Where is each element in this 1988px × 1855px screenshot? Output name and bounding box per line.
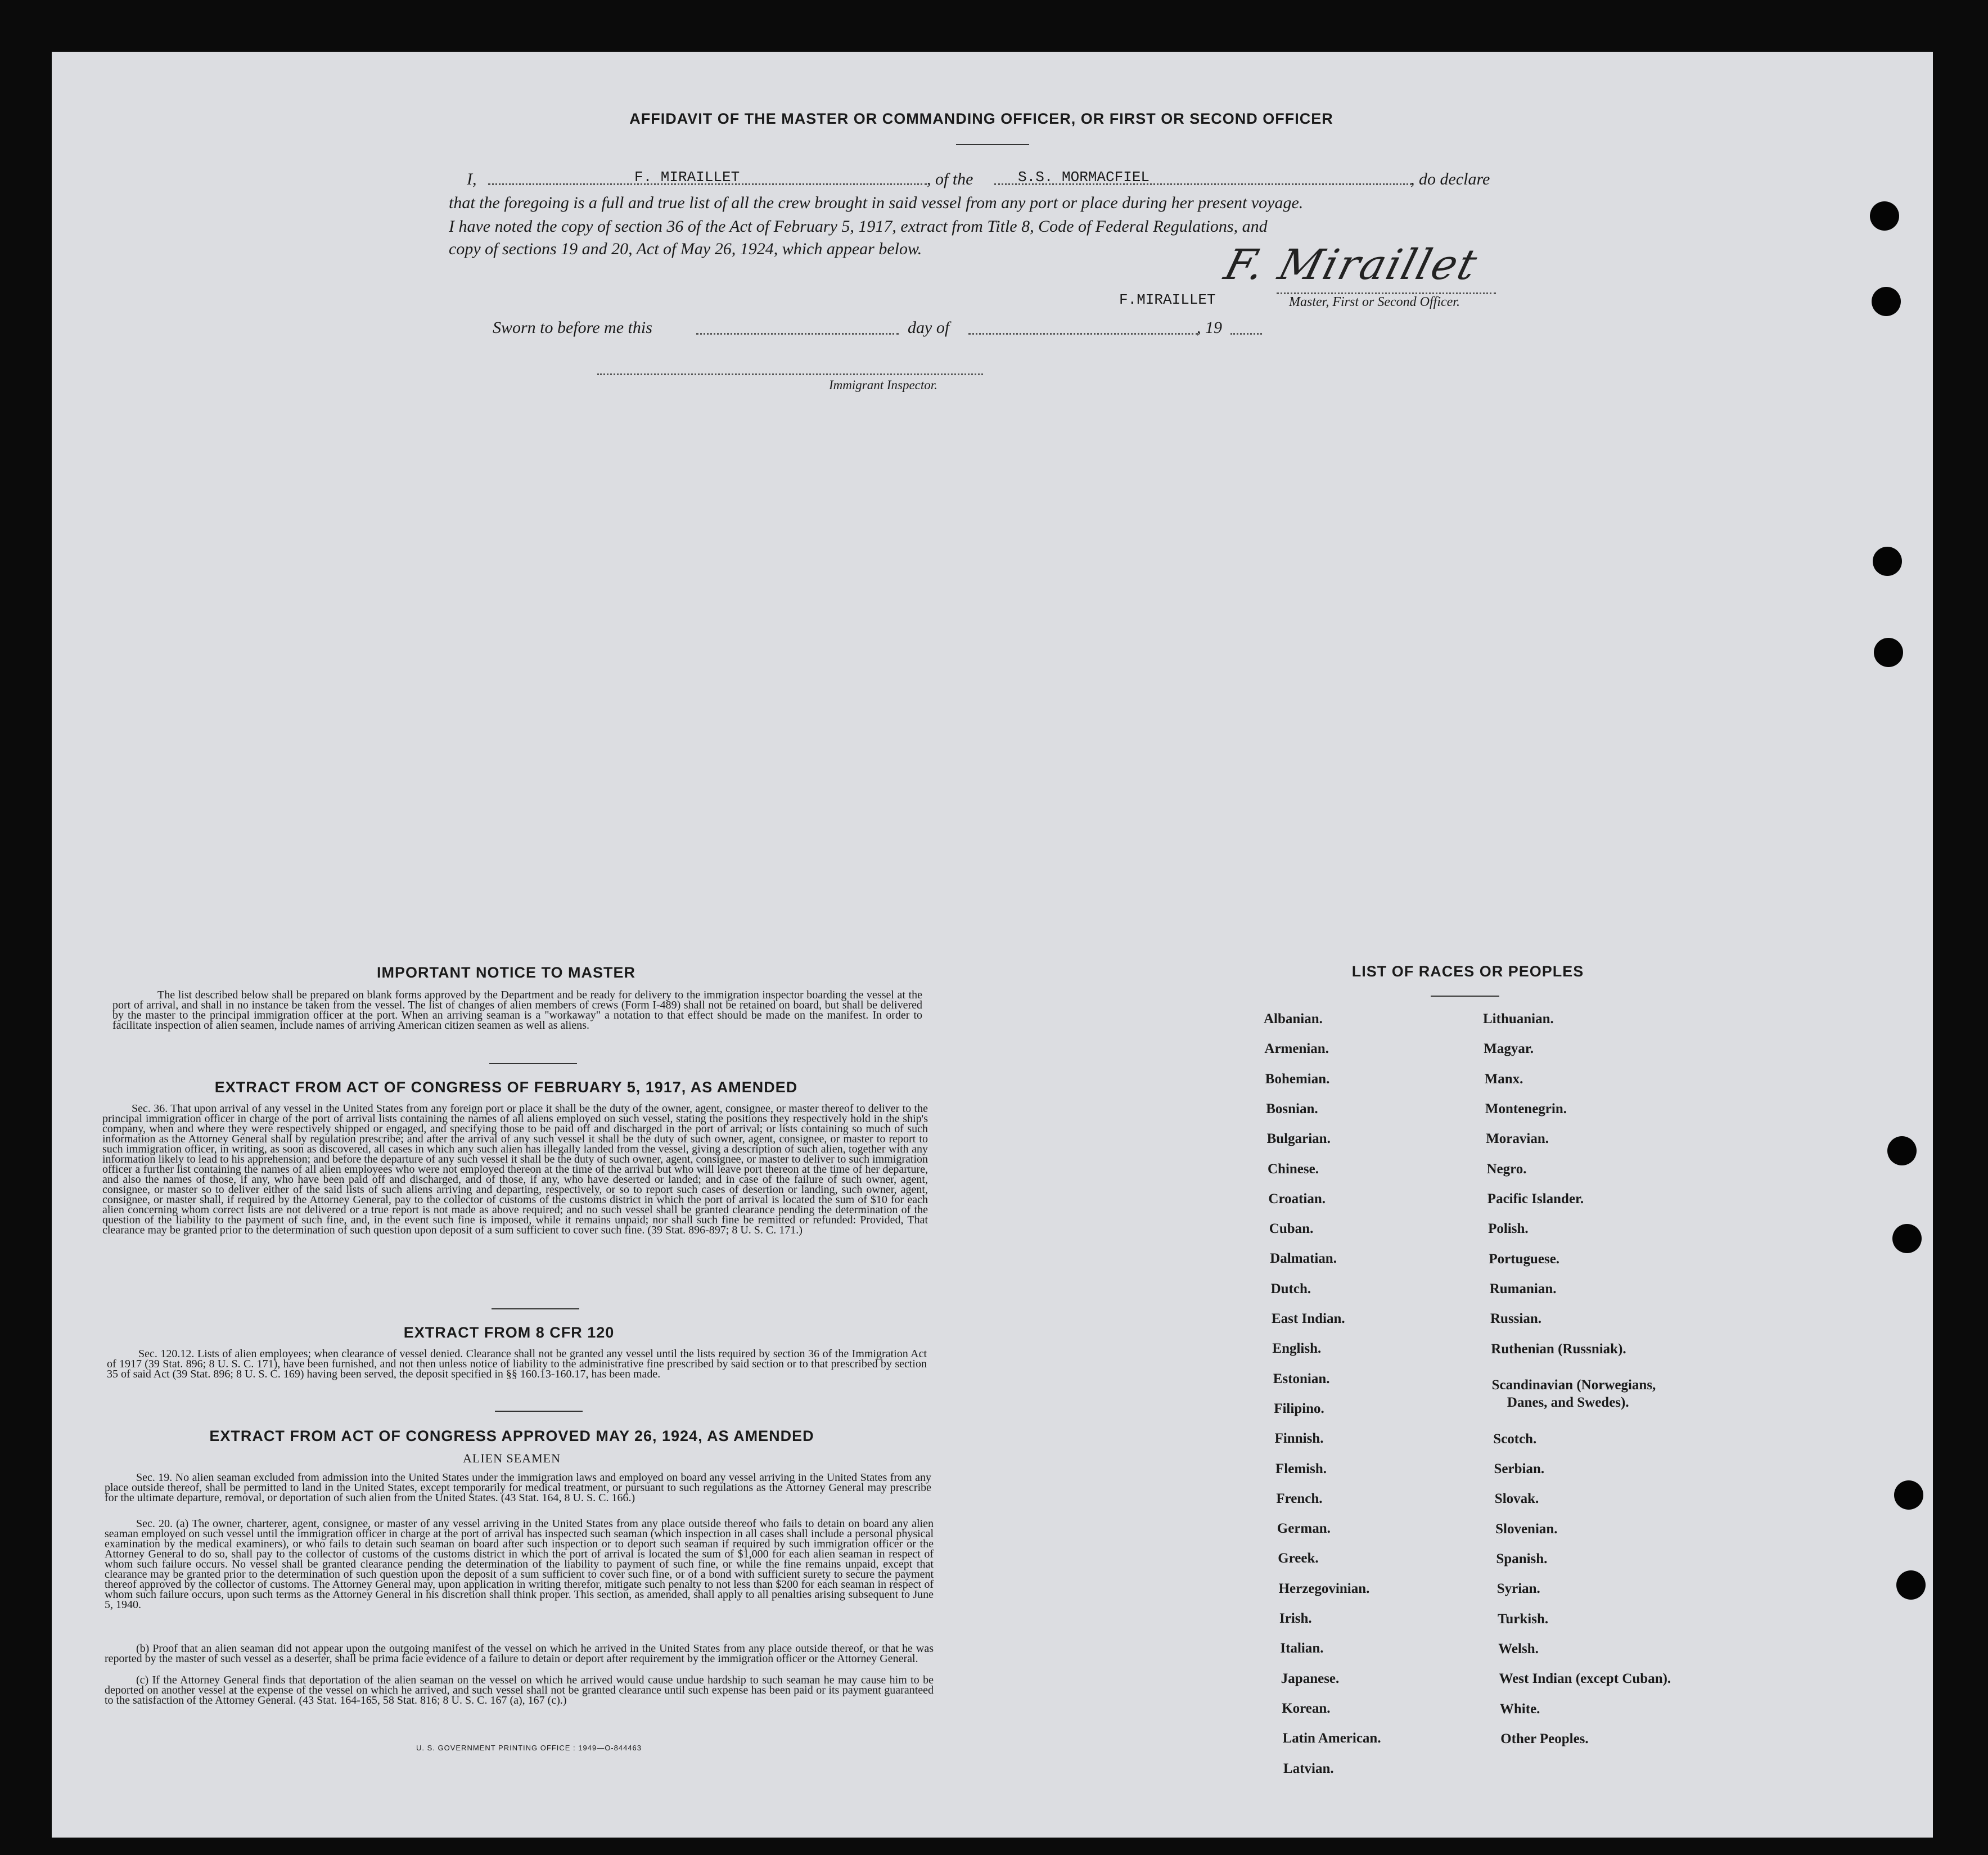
extract-cfr-body: Sec. 120.12. Lists of alien employees; when clearance of vessel denied. Clearance shall not be granted any vessel until the lists required by section 36 of the Immigration Act of 1917 (39 Stat. 896; 8 U. S. C. 171), have been furnished, and not then unless notice of liability to the administrative fine prescribed by said section or to that prescribed by section 35 of said Act (39 Stat. 896; 8 U. S. C. 169) having been served, the deposit specified in §§ 160.13-160.17, has been made. [107, 1348, 927, 1380]
race-right-item: Scotch. [1493, 1431, 1537, 1447]
race-right-item: Rumanian. [1489, 1281, 1557, 1296]
master-name: F. MIRAILLET [634, 169, 740, 186]
divider-1 [489, 1063, 577, 1064]
race-right-item: Negro. [1486, 1161, 1527, 1177]
affidavit-title: AFFIDAVIT OF THE MASTER OR COMMANDING OFFICER, OR FIRST OR SECOND OFFICER [629, 110, 1333, 127]
notice-title: IMPORTANT NOTICE TO MASTER [377, 964, 635, 981]
race-right-item: Slovak. [1494, 1491, 1539, 1506]
alien-seamen-subtitle: ALIEN SEAMEN [463, 1451, 561, 1465]
punch-hole-4 [1874, 638, 1903, 667]
of-the-label: , of the [927, 170, 973, 188]
punch-hole-5 [1887, 1136, 1917, 1165]
race-left-item: Herzegovinian. [1278, 1581, 1370, 1596]
race-left-item: Greek. [1278, 1551, 1319, 1566]
race-right-item: Serbian. [1494, 1461, 1545, 1476]
declaration-line-4: copy of sections 19 and 20, Act of May 26, 1924, which appear below. [449, 240, 922, 258]
extract-1917-body: Sec. 36. That upon arrival of any vessel in the United States from any foreign port or place it shall be the duty of the owner, agent, consignee, or master thereof to deliver to the principal immigration officer in charge of the port of arrival lists containing the names of all aliens employed on such vessel, stating the positions they respectively hold in the ship's company, when and where they were respectively shipped or engaged, and specifying those to be paid off and discharged in the port of arrival; or lists containing so much of such information as the Attorney General shall by regulation prescribe; and after the arrival of any such vessel it shall be the duty of such owner, agent, consignee, or master to report to such immigration officer, in writing, as soon as discovered, all cases in which any such alien has illegally landed from the vessel, giving a description of such alien, together with any information likely to lead to his apprehension; and before the departure of any such vessel it shall be the duty of such owner, agent, consignee, or master to deliver to such immigration officer a further list containing the names of all alien employees who were not employed thereon at the time of the arrival but who will leave port thereon at the time of her departure, and also the names of those, if any, who have been paid off and discharged, and of those, if any, who have deserted or landed; and in case of the failure of such owner, agent, consignee, or master so to deliver either of the said lists of such aliens arriving and departing, respectively, or so to report such cases of desertion or landing, such owner, agent, consignee, or master shall, if required by the Attorney General, pay to the collector of customs of the customs district in which the port of arrival is located the sum of $10 for each alien concerning whom correct lists are not delivered or a true report is not made as above required; and no such vessel shall be granted clearance pending the determination of the question of the liability to the payment of such fine, and, in the event such fine is imposed, while it remains unpaid; nor shall such fine be remitted or refunded: Provided, That clearance may be granted prior to the determination of such question upon deposit of a sum sufficient to cover such fine. (39 Stat. 896-897; 8 U. S. C. 171.) [102, 1102, 928, 1236]
punch-hole-7 [1894, 1480, 1923, 1510]
race-right-item: Polish. [1488, 1221, 1529, 1236]
race-left-item: German. [1277, 1521, 1331, 1537]
race-right-item: Scandinavian (Norwegians, [1491, 1377, 1656, 1393]
vessel-name: S.S. MORMACFIEL [1018, 169, 1150, 186]
typed-master-name: F.MIRAILLET [1119, 291, 1216, 308]
race-right-item: Manx. [1484, 1071, 1523, 1087]
punch-hole-2 [1872, 287, 1901, 316]
race-left-item: Korean. [1282, 1700, 1331, 1716]
race-right-item: Slovenian. [1495, 1521, 1558, 1537]
punch-hole-3 [1873, 547, 1902, 576]
notice-body: The list described below shall be prepared on blank forms approved by the Department and be ready for delivery to the immigration inspector boarding the vessel at the port of arrival, and shall in no instance be taken from the vessel. The list of changes of alien members of crews (Form I-489) shall not be retained on board, but shall be delivered by the master to the principal immigration officer at the port. When an arriving seaman is a "workaway" a notation to that effect should be made on the manifest. In order to facilitate inspection of alien seamen, include names of arriving American citizen seamen as well as aliens. [112, 989, 922, 1032]
race-left-item: French. [1276, 1491, 1323, 1506]
punch-hole-6 [1892, 1224, 1922, 1253]
master-signature: F. Miraillet [1219, 241, 1484, 289]
race-right-item: Other Peoples. [1500, 1731, 1589, 1746]
race-right-item: Montenegrin. [1485, 1101, 1567, 1116]
declaration-line-3: I have noted the copy of section 36 of the Act of February 5, 1917, extract from Title 8, Code of Federal Regulations, and [449, 217, 1268, 236]
sworn-month-line [968, 333, 1198, 335]
declarant-pronoun: I, [467, 170, 477, 188]
race-left-item: Bulgarian. [1266, 1131, 1331, 1147]
punch-hole-8 [1896, 1570, 1926, 1600]
race-left-item: Flemish. [1275, 1461, 1327, 1476]
race-left-item: English. [1272, 1341, 1322, 1357]
printer-imprint: U. S. GOVERNMENT PRINTING OFFICE : 1949—O-844463 [416, 1744, 642, 1752]
sec-20a-text: Sec. 20. (a) The owner, charterer, agent, consignee, or master of any vessel arriving in the United States from any place outside thereof who fails to detain on board any alien seaman employed on such vessel until the immigration officer in charge at the port of arrival has inspected such seaman (which inspection in all cases shall include a personal physical examination by the medical examiners), or who fails to detain such seaman on board after such inspection or to deport such seaman if required by such immigration officer or the Attorney General to do so, shall pay to the collector of customs of the customs district in which the port of arrival is located the sum of $1,000 for each alien seaman in respect of whom such failure occurs. No vessel shall be granted clearance pending the determination of the liability to payment of such fine, or while the fine remains unpaid, except that clearance may be granted prior to the determination of such question upon the deposit of a sum sufficient to cover such fine, or of a bond with sufficient surety to secure the payment thereof approved by the collector of customs. The Attorney General may, upon application in writing therefor, mitigate such penalty to not less than $200 for each seaman in respect of whom such failure occurs, upon such terms as the Attorney General in his discretion shall think proper. This section, as amended, shall apply to all penalties arising subsequent to June 5, 1940. [105, 1518, 934, 1611]
inspector-label: Immigrant Inspector. [829, 378, 937, 392]
race-left-item: Dutch. [1270, 1281, 1311, 1296]
race-left-item: Cuban. [1269, 1221, 1314, 1237]
race-left-item: Latin American. [1282, 1731, 1381, 1746]
divider-3 [495, 1411, 583, 1412]
declaration-line-2: that the foregoing is a full and true list of all the crew brought in said vessel from any port or place during her present voyage. [449, 193, 1304, 212]
race-right-item: Pacific Islander. [1487, 1191, 1584, 1206]
race-right-item: Welsh. [1498, 1641, 1539, 1656]
race-left-item: Albanian. [1264, 1011, 1323, 1026]
race-right-item: Portuguese. [1489, 1251, 1560, 1267]
race-left-item: Filipino. [1274, 1401, 1324, 1416]
title-underline [956, 144, 1029, 145]
race-left-item: Bosnian. [1266, 1101, 1318, 1116]
punch-hole-1 [1870, 201, 1899, 231]
race-left-item: Estonian. [1273, 1371, 1330, 1386]
sworn-label: Sworn to before me this [493, 318, 652, 337]
race-right-item: White. [1499, 1701, 1540, 1717]
race-right-item: Danes, and Swedes). [1507, 1395, 1629, 1410]
races-title: LIST OF RACES OR PEOPLES [1351, 963, 1584, 980]
race-right-item: West Indian (except Cuban). [1499, 1671, 1671, 1686]
race-right-item: Russian. [1490, 1311, 1542, 1326]
race-left-item: Finnish. [1274, 1431, 1324, 1447]
year-line [1230, 333, 1262, 335]
extract-cfr-title: EXTRACT FROM 8 CFR 120 [403, 1324, 615, 1341]
inspector-signature-line [597, 373, 983, 375]
sec-20c-text: (c) If the Attorney General finds that deportation of the alien seaman on the vessel on which he arrived would cause undue hardship to such seaman he may cause him to be deported on another vessel at the expense of the vessel on which he arrived, and such vessel shall not be granted clearance until such expense has been paid or its payment guaranteed to the satisfaction of the Attorney General. (43 Stat. 164-165, 58 Stat. 816; 8 U. S. C. 167 (a), 167 (c).) [105, 1674, 934, 1707]
race-left-item: Irish. [1279, 1611, 1312, 1626]
race-left-item: Croatian. [1268, 1191, 1326, 1206]
race-left-item: Bohemian. [1265, 1071, 1330, 1087]
divider-2 [492, 1308, 579, 1309]
day-of-label: day of [908, 318, 950, 337]
race-right-item: Lithuanian. [1483, 1011, 1554, 1026]
race-left-item: Latvian. [1283, 1761, 1334, 1776]
extract-1924-title: EXTRACT FROM ACT OF CONGRESS APPROVED MAY 26, 1924, AS AMENDED [209, 1428, 814, 1444]
race-right-item: Spanish. [1496, 1551, 1548, 1566]
year-label: , 19 [1197, 318, 1222, 337]
signer-role-label: Master, First or Second Officer. [1289, 295, 1460, 309]
race-left-item: Chinese. [1268, 1161, 1319, 1177]
race-left-item: Italian. [1280, 1641, 1324, 1656]
sec-20b-text: (b) Proof that an alien seaman did not appear upon the outgoing manifest of the vessel on which he arrived in the United States from any place outside thereof, or that he was reported by the master of such vessel as a deserter, shall be prima facie evidence of a failure to detain or deport after requirement by the immigration officer or the Attorney General. [105, 1642, 934, 1665]
race-right-item: Ruthenian (Russniak). [1491, 1341, 1626, 1357]
sec-19-text: Sec. 19. No alien seaman excluded from admission into the United States under the immigration laws and employed on board any vessel arriving in the United States from any place outside thereof, shall be permitted to land in the United States, except temporarily for medical treatment, or pursuant to such regulations as the Attorney General may prescribe for the ultimate departure, removal, or deportation of such alien from the United States. (43 Stat. 164, 8 U. S. C. 166.) [105, 1471, 931, 1504]
race-left-item: Armenian. [1264, 1041, 1329, 1057]
do-declare-label: , do declare [1410, 170, 1490, 188]
race-right-item: Turkish. [1498, 1611, 1549, 1627]
extract-1917-title: EXTRACT FROM ACT OF CONGRESS OF FEBRUARY 5, 1917, AS AMENDED [214, 1079, 798, 1096]
race-left-item: Dalmatian. [1270, 1251, 1337, 1267]
race-right-item: Syrian. [1496, 1581, 1540, 1596]
sworn-day-line [696, 333, 899, 335]
race-left-item: East Indian. [1272, 1311, 1345, 1326]
race-right-item: Moravian. [1486, 1131, 1549, 1146]
race-left-item: Japanese. [1281, 1671, 1340, 1686]
race-right-item: Magyar. [1484, 1041, 1534, 1056]
races-title-underline [1431, 996, 1499, 997]
signature-line [1277, 292, 1496, 294]
